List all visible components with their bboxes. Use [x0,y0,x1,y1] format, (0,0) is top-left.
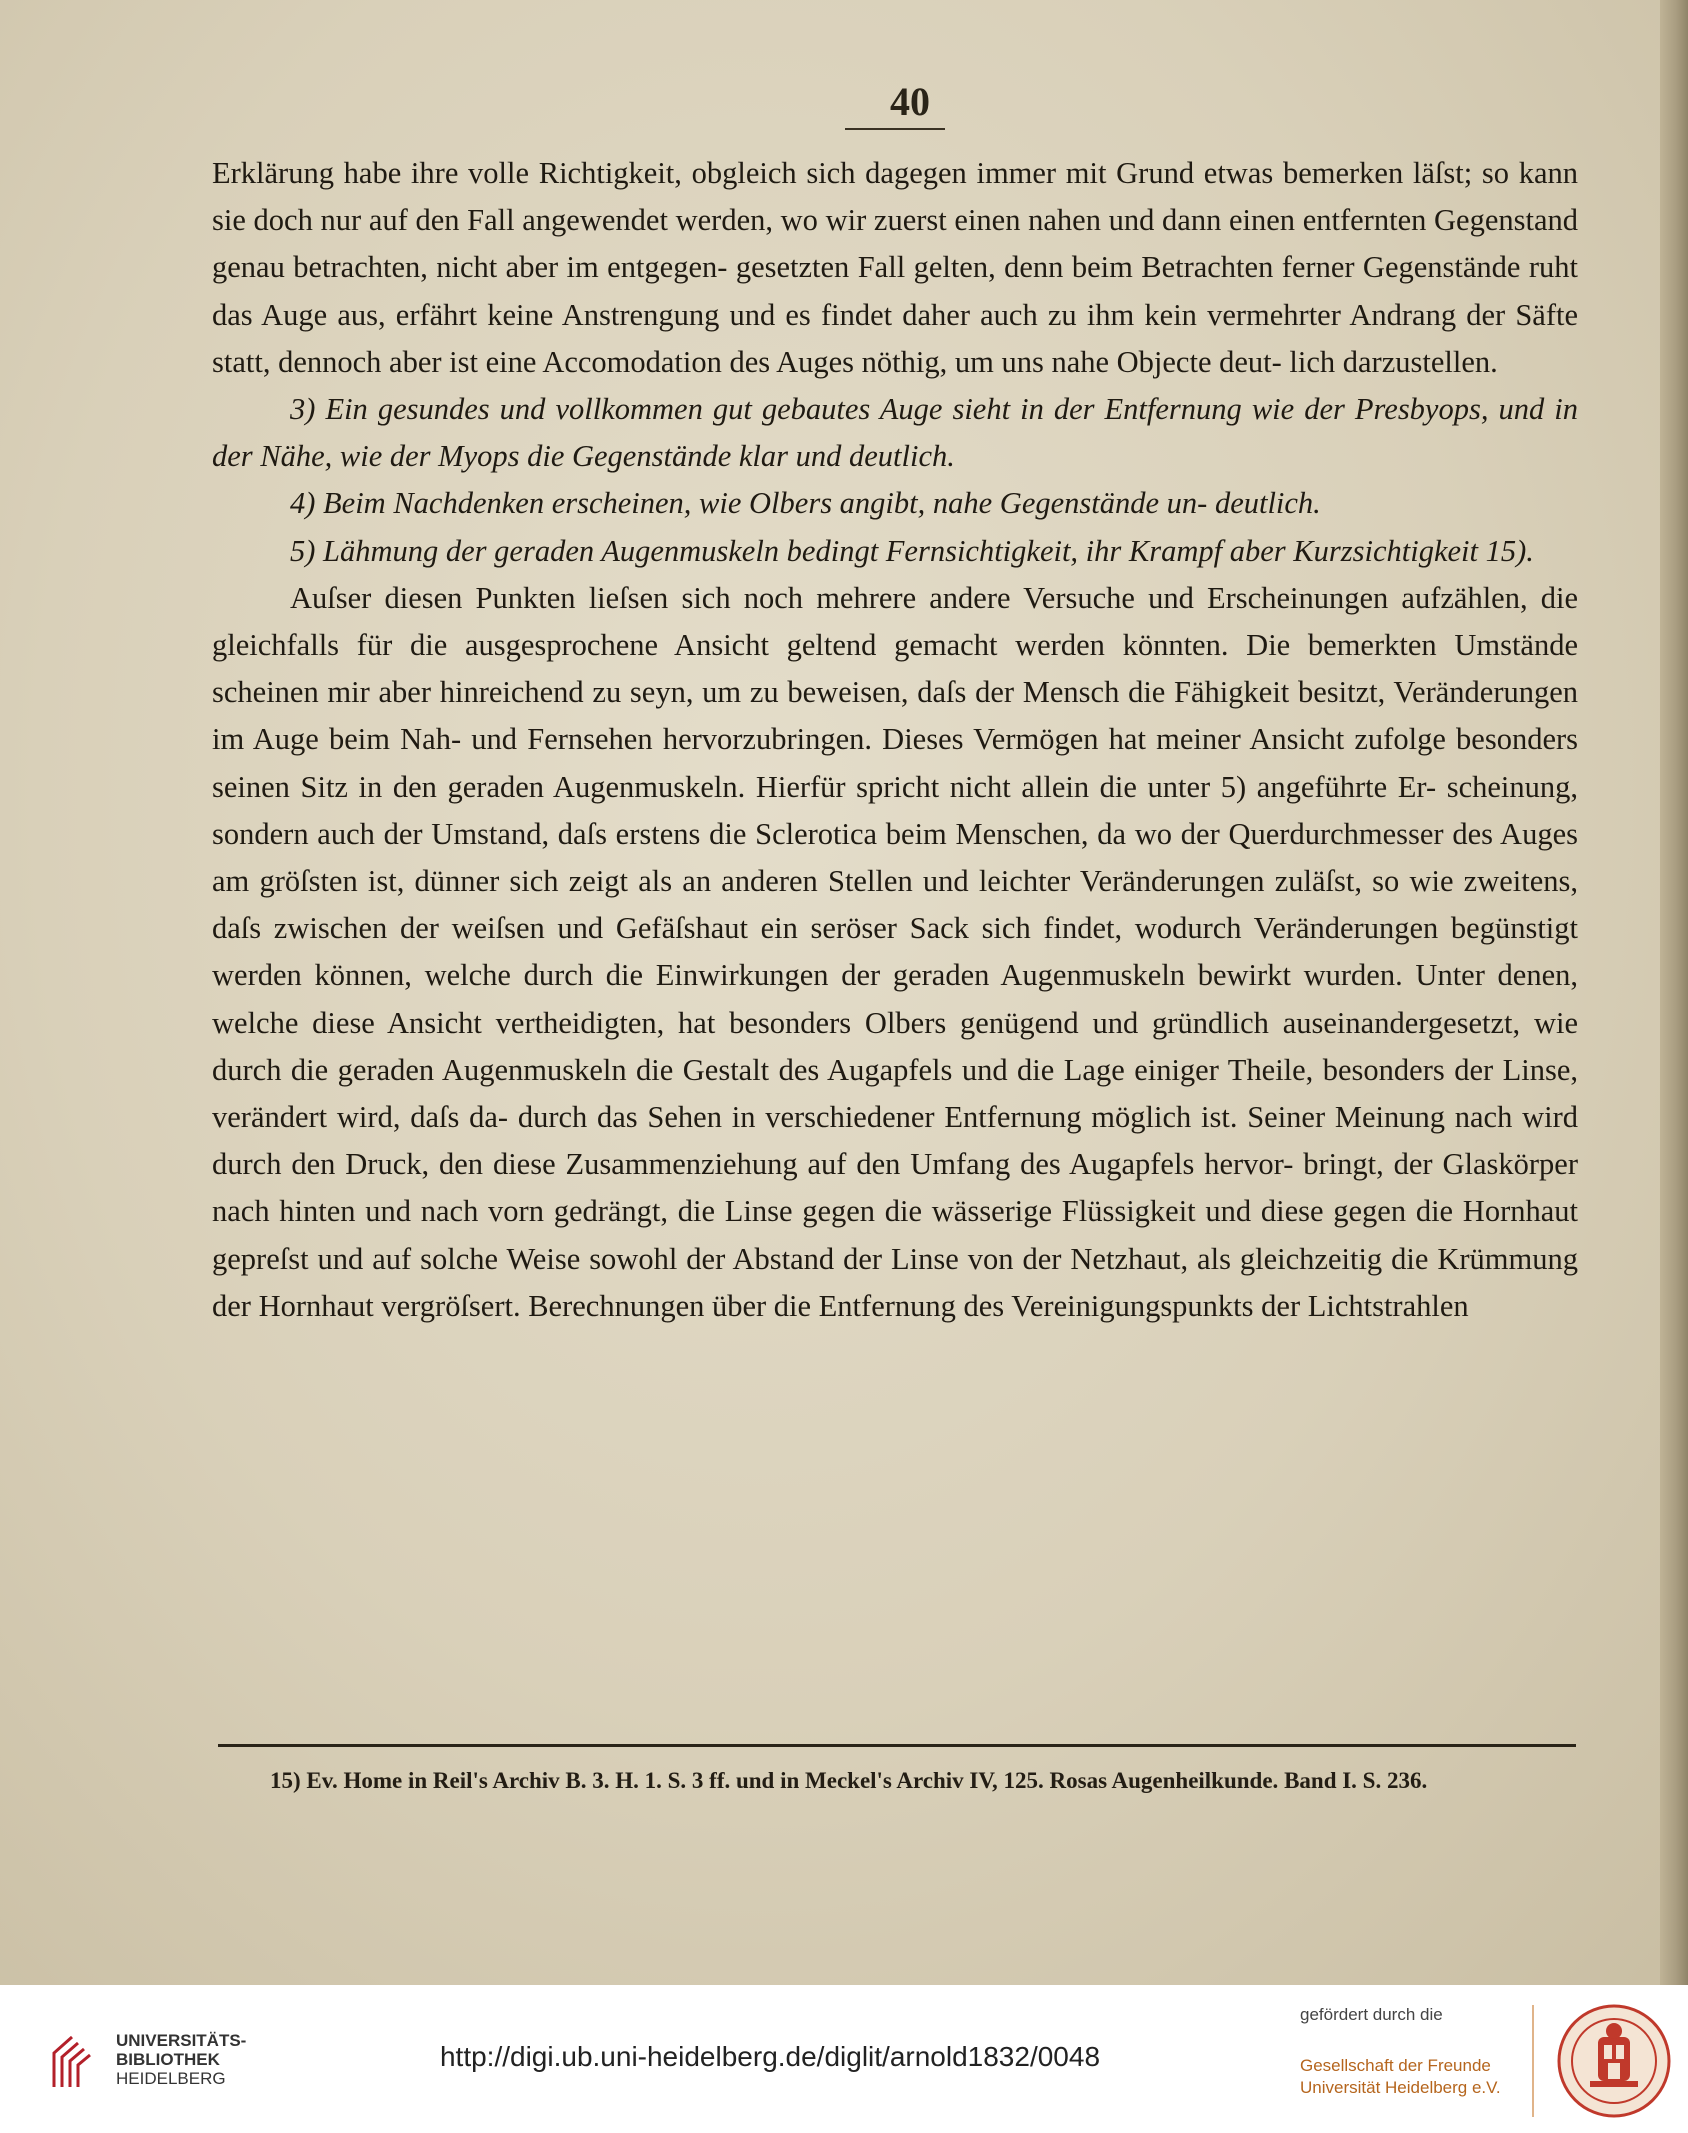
sponsor-name-line: Universität Heidelberg e.V. [1300,2078,1501,2097]
footer-bar [0,1985,1688,2133]
text-line: vergröſsert. Berechnungen über die Entfernung des Vereinigungspunkts der Lichtstrahlen [381,1288,1469,1323]
sponsor-intro: gefördert durch die [1300,2005,1443,2024]
paragraph-point-5 [212,528,1578,575]
text-line: durch das Sehen in verschiedener Entfernung möglich ist. Seiner Meinung nach wird [517,1100,1579,1135]
text-line: und Gefäſshaut ein seröser Sack sich findet, wodurch Veränderungen begünstigt werden [212,911,1578,993]
text-line: Erklärung habe ihre volle Richtigkeit, obgleich sich dagegen immer mit Grund etwas [212,156,1274,190]
text-line: der Abstand der Linse von der Netzhaut, als gleichzeitig die Krümmung der Hornhaut [212,1241,1578,1323]
text-line: bemerken läſst; so kann sie doch nur auf den Fall angewendet werden, wo wir zuerst einen [212,156,1579,238]
page-number-rule [845,128,945,130]
library-name-line: HEIDELBERG [116,2069,226,2088]
footnote-rule [218,1744,1576,1747]
text-line: Augapfels und die Lage einiger Theile, besonders der Linse, verändert wird, daſs da- [212,1052,1578,1135]
text-line: Unter denen, welche diese Ansicht vertheidigten, hat besonders Olbers genügend und [212,958,1579,1040]
text-line: 5) Lähmung der geraden Augenmuskeln bedingt Fernsichtigkeit, ihr Krampf [290,533,1223,568]
text-line: 15) Ev. Home in Reil's Archiv B. 3. H. 1. S. 3 ff. und in Meckel's Archiv IV, 125. Rosas Augenheilkunde. [270,1768,1279,1793]
page-number: 40 [890,79,930,124]
sponsor-name [1300,2055,1540,2099]
text-line: durch den Druck, den diese Zusammenziehung auf den Umfang des Augapfels hervor- [212,1147,1294,1182]
text-line: wo der Querdurchmesser des Auges am gröſsten ist, dünner sich zeigt als an anderen [212,816,1578,899]
text-line: Band I. S. 236. [1284,1768,1428,1793]
text-line: aufzählen, die gleichfalls für die ausgesprochene Ansicht geltend gemacht werden könnten. [212,580,1578,663]
text-line: den geraden Augenmuskeln. Hierfür spricht nicht allein die unter 5) angeführte Er- [392,769,1437,804]
text-line: nahen und dann einen entfernten Gegenstand genau betrachten, nicht aber im entgegen- [212,203,1579,285]
text-line: scheinung, sondern auch der Umstand, daſs erstens die Sclerotica beim Menschen, da [212,769,1578,851]
text-line: Auſser diesen Punkten lieſsen sich noch mehrere andere Versuche und Erscheinungen [290,580,1389,615]
text-line: 3) Ein gesundes und vollkommen gut gebautes Auge sieht in der Entfernung wie [290,392,1295,427]
text-line: der Mensch die Fähigkeit besitzt, Veränderungen im Auge beim Nah- und Fernsehen [212,675,1579,757]
paragraph-point-4 [212,480,1578,527]
text-line: Die bemerkten Umstände scheinen mir aber hinreichend zu seyn, um zu beweisen, daſs [212,628,1578,710]
library-name [116,2031,316,2088]
university-seal-icon [1556,2003,1672,2119]
body-text [212,150,1578,1330]
ub-heidelberg-logo-icon [50,2031,100,2091]
paragraph-point-3 [212,386,1578,480]
text-line: keine Anstrengung und es findet daher auch zu ihm kein vermehrter Andrang der Säfte [487,297,1578,332]
text-line: aber Kurzsichtigkeit 15). [1229,533,1534,568]
library-name-line: UNIVERSITÄTS- [116,2031,247,2050]
text-line: gesetzten Fall gelten, denn beim Betrachten ferner Gegenstände ruht das Auge aus, erfährt [212,250,1578,332]
library-name-line: BIBLIOTHEK [116,2050,220,2069]
text-line: können, welche durch die Einwirkungen der geraden Augenmuskeln bewirkt wurden. [314,958,1403,993]
text-line: 4) Beim Nachdenken erscheinen, wie Olbers angibt, nahe Gegenstände un- [290,486,1208,521]
footnote [218,1762,1576,1800]
paragraph-1 [212,150,1578,386]
sponsor-divider [1532,2005,1534,2117]
text-line: deutlich. [1214,486,1321,521]
text-line: bringt, der Glaskörper nach hinten und nach vorn gedrängt, die Linse gegen die [212,1147,1578,1229]
page-edge-shadow [1660,0,1688,1985]
text-line: wässerige Flüssigkeit und diese gegen die Hornhaut gepreſst und auf solche Weise sowohl [212,1194,1578,1276]
text-line: hervorzubringen. Dieses Vermögen hat meiner Ansicht zufolge besonders seinen Sitz in [212,722,1579,804]
text-line: gründlich auseinandergesetzt, wie durch die geraden Augenmuskeln die Gestalt des [212,1005,1579,1087]
text-line: lich darzustellen. [1289,344,1498,379]
paragraph-main [212,575,1578,1330]
text-line: statt, dennoch aber ist eine Accomodation des Auges nöthig, um uns nahe Objecte deut- [212,344,1282,379]
text-line: Stellen und leichter Veränderungen zuläſst, so wie zweitens, daſs zwischen der weiſsen [212,864,1579,946]
sponsor-name-line: Gesellschaft der Freunde [1300,2056,1491,2075]
text-line: der Presbyops, und in der Nähe, wie der Myops die Gegenstände klar und deutlich. [212,392,1579,474]
permalink-url[interactable]: http://digi.ub.uni-heidelberg.de/diglit/arnold1832/0048 [439,2041,1101,2072]
footnote-text [218,1762,1576,1800]
